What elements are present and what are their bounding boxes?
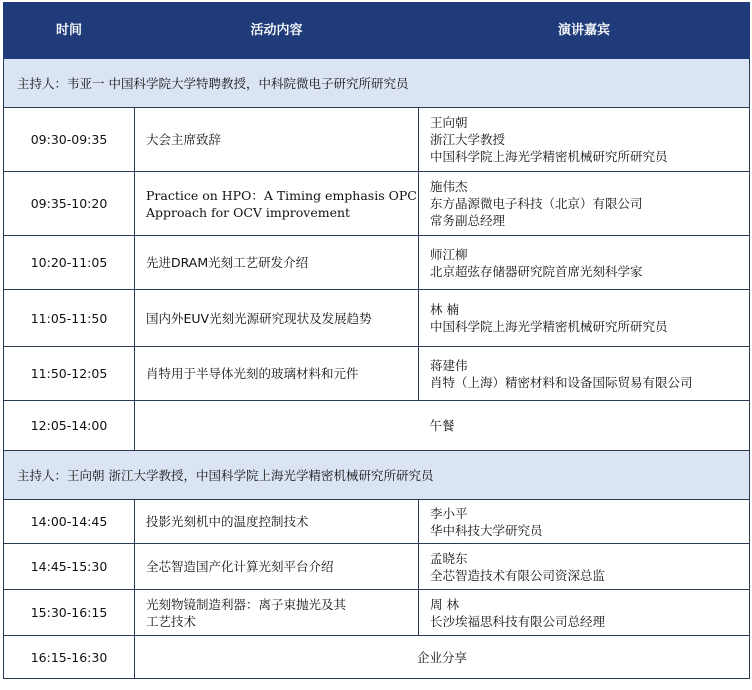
speaker-name: 周 林 <box>430 596 459 612</box>
table-row <box>4 544 750 590</box>
header-time: 时间 <box>4 3 135 59</box>
session-speaker <box>419 347 750 401</box>
session-time: 09:35-10:20 <box>4 172 135 236</box>
session-topic <box>135 172 419 236</box>
speaker-title: 常务副总经理 <box>430 213 506 228</box>
session-time: 15:30-16:15 <box>4 590 135 636</box>
session-time: 10:20-11:05 <box>4 236 135 290</box>
speaker-title: 全芯智造技术有限公司资深总监 <box>430 567 606 583</box>
speaker-name: 王向朝 <box>430 115 468 130</box>
agenda-table <box>3 2 750 679</box>
speaker-name: 林 楠 <box>430 302 459 317</box>
table-row <box>4 236 750 290</box>
header-content: 活动内容 <box>135 3 419 59</box>
session-speaker <box>419 236 750 290</box>
session-speaker <box>419 290 750 347</box>
speaker-name: 蒋建伟 <box>430 357 468 373</box>
session-time: 09:30-09:35 <box>4 108 135 172</box>
session-time: 14:45-15:30 <box>4 544 135 590</box>
session-speaker <box>419 172 750 236</box>
table-row <box>4 590 750 636</box>
session-topic: 全芯智造国产化计算光刻平台介绍 <box>135 544 419 590</box>
speaker-title: 东方晶源微电子科技（北京）有限公司 <box>430 196 643 211</box>
session-topic: 肖特用于半导体光刻的玻璃材料和元件 <box>135 347 419 401</box>
session-time: 11:05-11:50 <box>4 290 135 347</box>
speaker-title: 长沙埃福思科技有限公司总经理 <box>430 613 606 629</box>
sharing-label: 企业分享 <box>135 636 750 679</box>
speaker-title: 中国科学院上海光学精密机械研究所研究员 <box>430 149 668 164</box>
session-topic: 先进DRAM光刻工艺研发介绍 <box>135 236 419 290</box>
session-topic <box>135 590 419 636</box>
session-topic: 大会主席致辞 <box>135 108 419 172</box>
speaker-name: 施伟杰 <box>430 179 468 194</box>
lunch-row <box>4 401 750 451</box>
table-row <box>4 500 750 544</box>
table-row <box>4 172 750 236</box>
topic-line: Approach for OCV improvement <box>146 204 351 220</box>
session-topic: 投影光刻机中的温度控制技术 <box>135 500 419 544</box>
speaker-title: 华中科技大学研究员 <box>430 522 543 538</box>
session-time: 16:15-16:30 <box>4 636 135 679</box>
host-row-1 <box>4 59 750 108</box>
session-speaker <box>419 590 750 636</box>
speaker-title: 浙江大学教授 <box>430 132 506 147</box>
speaker-name: 李小平 <box>430 505 468 521</box>
table-row <box>4 108 750 172</box>
header-speaker: 演讲嘉宾 <box>419 3 750 59</box>
header-row <box>4 3 750 59</box>
table-row <box>4 347 750 401</box>
speaker-name: 师江柳 <box>430 246 468 262</box>
topic-line: 工艺技术 <box>146 613 197 629</box>
lunch-label: 午餐 <box>135 401 750 451</box>
table-row <box>4 290 750 347</box>
topic-line: 光刻物镜制造利器：离子束抛光及其 <box>146 596 347 612</box>
host-row-2 <box>4 451 750 500</box>
speaker-title: 北京超弦存储器研究院首席光刻科学家 <box>430 263 643 279</box>
host-2: 主持人：王向朝 浙江大学教授，中国科学院上海光学精密机械研究所研究员 <box>4 451 750 500</box>
topic-line: Practice on HPO：A Timing emphasis OPC <box>146 187 417 203</box>
speaker-name: 孟晓东 <box>430 550 468 566</box>
session-speaker <box>419 544 750 590</box>
session-time: 14:00-14:45 <box>4 500 135 544</box>
session-time: 11:50-12:05 <box>4 347 135 401</box>
session-speaker <box>419 500 750 544</box>
session-time: 12:05-14:00 <box>4 401 135 451</box>
session-topic: 国内外EUV光刻光源研究现状及发展趋势 <box>135 290 419 347</box>
session-speaker <box>419 108 750 172</box>
speaker-title: 中国科学院上海光学精密机械研究所研究员 <box>430 319 668 334</box>
sharing-row <box>4 636 750 679</box>
host-1: 主持人：韦亚一 中国科学院大学特聘教授，中科院微电子研究所研究员 <box>4 59 750 108</box>
speaker-title: 肖特（上海）精密材料和设备国际贸易有限公司 <box>430 374 693 390</box>
